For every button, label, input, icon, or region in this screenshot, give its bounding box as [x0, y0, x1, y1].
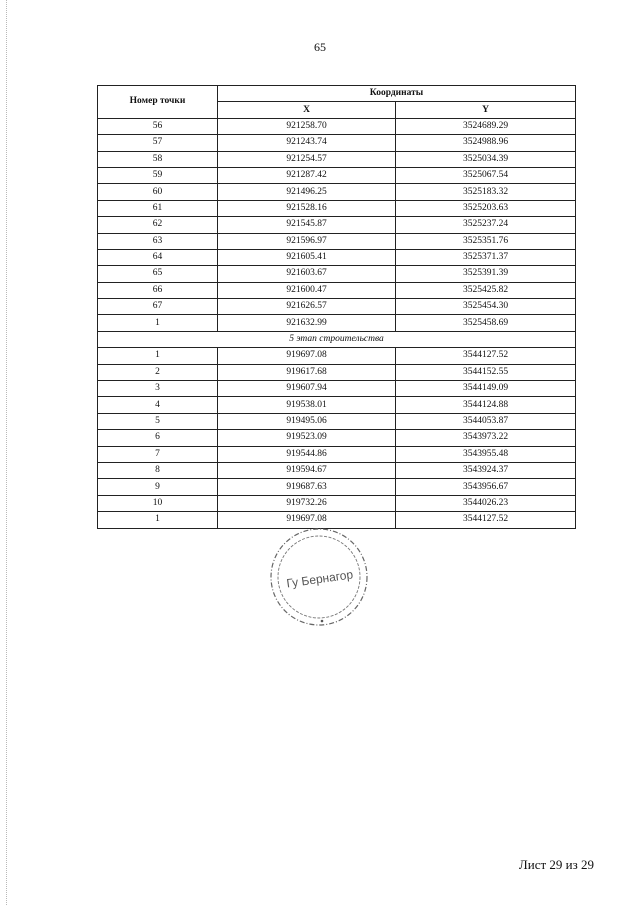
y-cell: 3525237.24	[396, 217, 576, 233]
table-row	[98, 381, 576, 397]
coordinates-table	[97, 85, 576, 529]
y-cell: 3544124.88	[396, 397, 576, 413]
x-cell: 919732.26	[218, 495, 396, 511]
y-cell: 3525391.39	[396, 266, 576, 282]
table-row	[98, 299, 576, 315]
x-cell: 919495.06	[218, 413, 396, 429]
x-cell: 921596.97	[218, 233, 396, 249]
y-cell: 3525034.39	[396, 151, 576, 167]
y-cell: 3544127.52	[396, 512, 576, 528]
x-cell: 919617.68	[218, 364, 396, 380]
y-cell: 3544026.23	[396, 495, 576, 511]
x-cell: 921545.87	[218, 217, 396, 233]
point-cell: 2	[98, 364, 218, 380]
point-cell: 4	[98, 397, 218, 413]
table-row	[98, 430, 576, 446]
y-cell: 3525183.32	[396, 184, 576, 200]
section-title: 5 этап строительства	[98, 331, 576, 347]
stamp-text: Гу Бернагор	[285, 567, 354, 591]
table-row	[98, 495, 576, 511]
y-cell: 3525371.37	[396, 249, 576, 265]
page-edge-line	[6, 0, 8, 905]
point-cell: 56	[98, 118, 218, 134]
y-cell: 3525351.76	[396, 233, 576, 249]
y-cell: 3524988.96	[396, 135, 576, 151]
point-cell: 57	[98, 135, 218, 151]
point-cell: 1	[98, 348, 218, 364]
x-cell: 921258.70	[218, 118, 396, 134]
point-cell: 10	[98, 495, 218, 511]
point-cell: 64	[98, 249, 218, 265]
point-cell: 62	[98, 217, 218, 233]
point-cell: 8	[98, 462, 218, 478]
point-cell: 6	[98, 430, 218, 446]
table-row	[98, 446, 576, 462]
y-cell: 3525425.82	[396, 282, 576, 298]
y-cell: 3543924.37	[396, 462, 576, 478]
point-cell: 66	[98, 282, 218, 298]
table-row	[98, 479, 576, 495]
x-cell: 919523.09	[218, 430, 396, 446]
table-row	[98, 315, 576, 331]
table-row	[98, 217, 576, 233]
table-row	[98, 184, 576, 200]
table-row	[98, 135, 576, 151]
x-cell: 921600.47	[218, 282, 396, 298]
y-cell: 3543955.48	[396, 446, 576, 462]
sheet-label: Лист 29 из 29	[518, 857, 594, 872]
x-cell: 921605.41	[218, 249, 396, 265]
x-cell: 919607.94	[218, 381, 396, 397]
table-row	[98, 233, 576, 249]
x-cell: 921632.99	[218, 315, 396, 331]
y-cell: 3544152.55	[396, 364, 576, 380]
header-point-number: Номер точки	[98, 86, 218, 119]
y-cell: 3544149.09	[396, 381, 576, 397]
y-cell: 3543973.22	[396, 430, 576, 446]
y-cell: 3543956.67	[396, 479, 576, 495]
y-cell: 3544127.52	[396, 348, 576, 364]
table-row	[98, 397, 576, 413]
y-cell: 3524689.29	[396, 118, 576, 134]
header-x: X	[218, 102, 396, 118]
x-cell: 919697.08	[218, 348, 396, 364]
round-stamp	[256, 525, 382, 630]
table-body-stage-5	[98, 348, 576, 528]
table-row	[98, 282, 576, 298]
table-body-stage-4	[98, 118, 576, 331]
y-cell: 3525454.30	[396, 299, 576, 315]
x-cell: 919544.86	[218, 446, 396, 462]
x-cell: 921287.42	[218, 167, 396, 183]
table-row	[98, 200, 576, 216]
x-cell: 921496.25	[218, 184, 396, 200]
y-cell: 3525067.54	[396, 167, 576, 183]
x-cell: 919697.08	[218, 512, 396, 528]
page-number: 65	[314, 40, 326, 54]
y-cell: 3544053.87	[396, 413, 576, 429]
point-cell: 59	[98, 167, 218, 183]
x-cell: 921243.74	[218, 135, 396, 151]
table-row	[98, 364, 576, 380]
point-cell: 1	[98, 512, 218, 528]
x-cell: 921254.57	[218, 151, 396, 167]
point-cell: 65	[98, 266, 218, 282]
header-coordinates: Координаты	[218, 86, 576, 102]
y-cell: 3525458.69	[396, 315, 576, 331]
table-row	[98, 151, 576, 167]
x-cell: 921528.16	[218, 200, 396, 216]
x-cell: 921603.67	[218, 266, 396, 282]
x-cell: 919594.67	[218, 462, 396, 478]
table-row	[98, 348, 576, 364]
table-row	[98, 167, 576, 183]
table-row	[98, 249, 576, 265]
point-cell: 67	[98, 299, 218, 315]
x-cell: 919538.01	[218, 397, 396, 413]
table-row	[98, 118, 576, 134]
y-cell: 3525203.63	[396, 200, 576, 216]
table-row	[98, 413, 576, 429]
point-cell: 61	[98, 200, 218, 216]
x-cell: 921626.57	[218, 299, 396, 315]
point-cell: 3	[98, 381, 218, 397]
x-cell: 919687.63	[218, 479, 396, 495]
point-cell: 5	[98, 413, 218, 429]
point-cell: 60	[98, 184, 218, 200]
header-y: Y	[396, 102, 576, 118]
point-cell: 1	[98, 315, 218, 331]
table-row	[98, 462, 576, 478]
section-row	[98, 331, 576, 347]
table-row	[98, 266, 576, 282]
point-cell: 7	[98, 446, 218, 462]
point-cell: 58	[98, 151, 218, 167]
point-cell: 9	[98, 479, 218, 495]
point-cell: 63	[98, 233, 218, 249]
